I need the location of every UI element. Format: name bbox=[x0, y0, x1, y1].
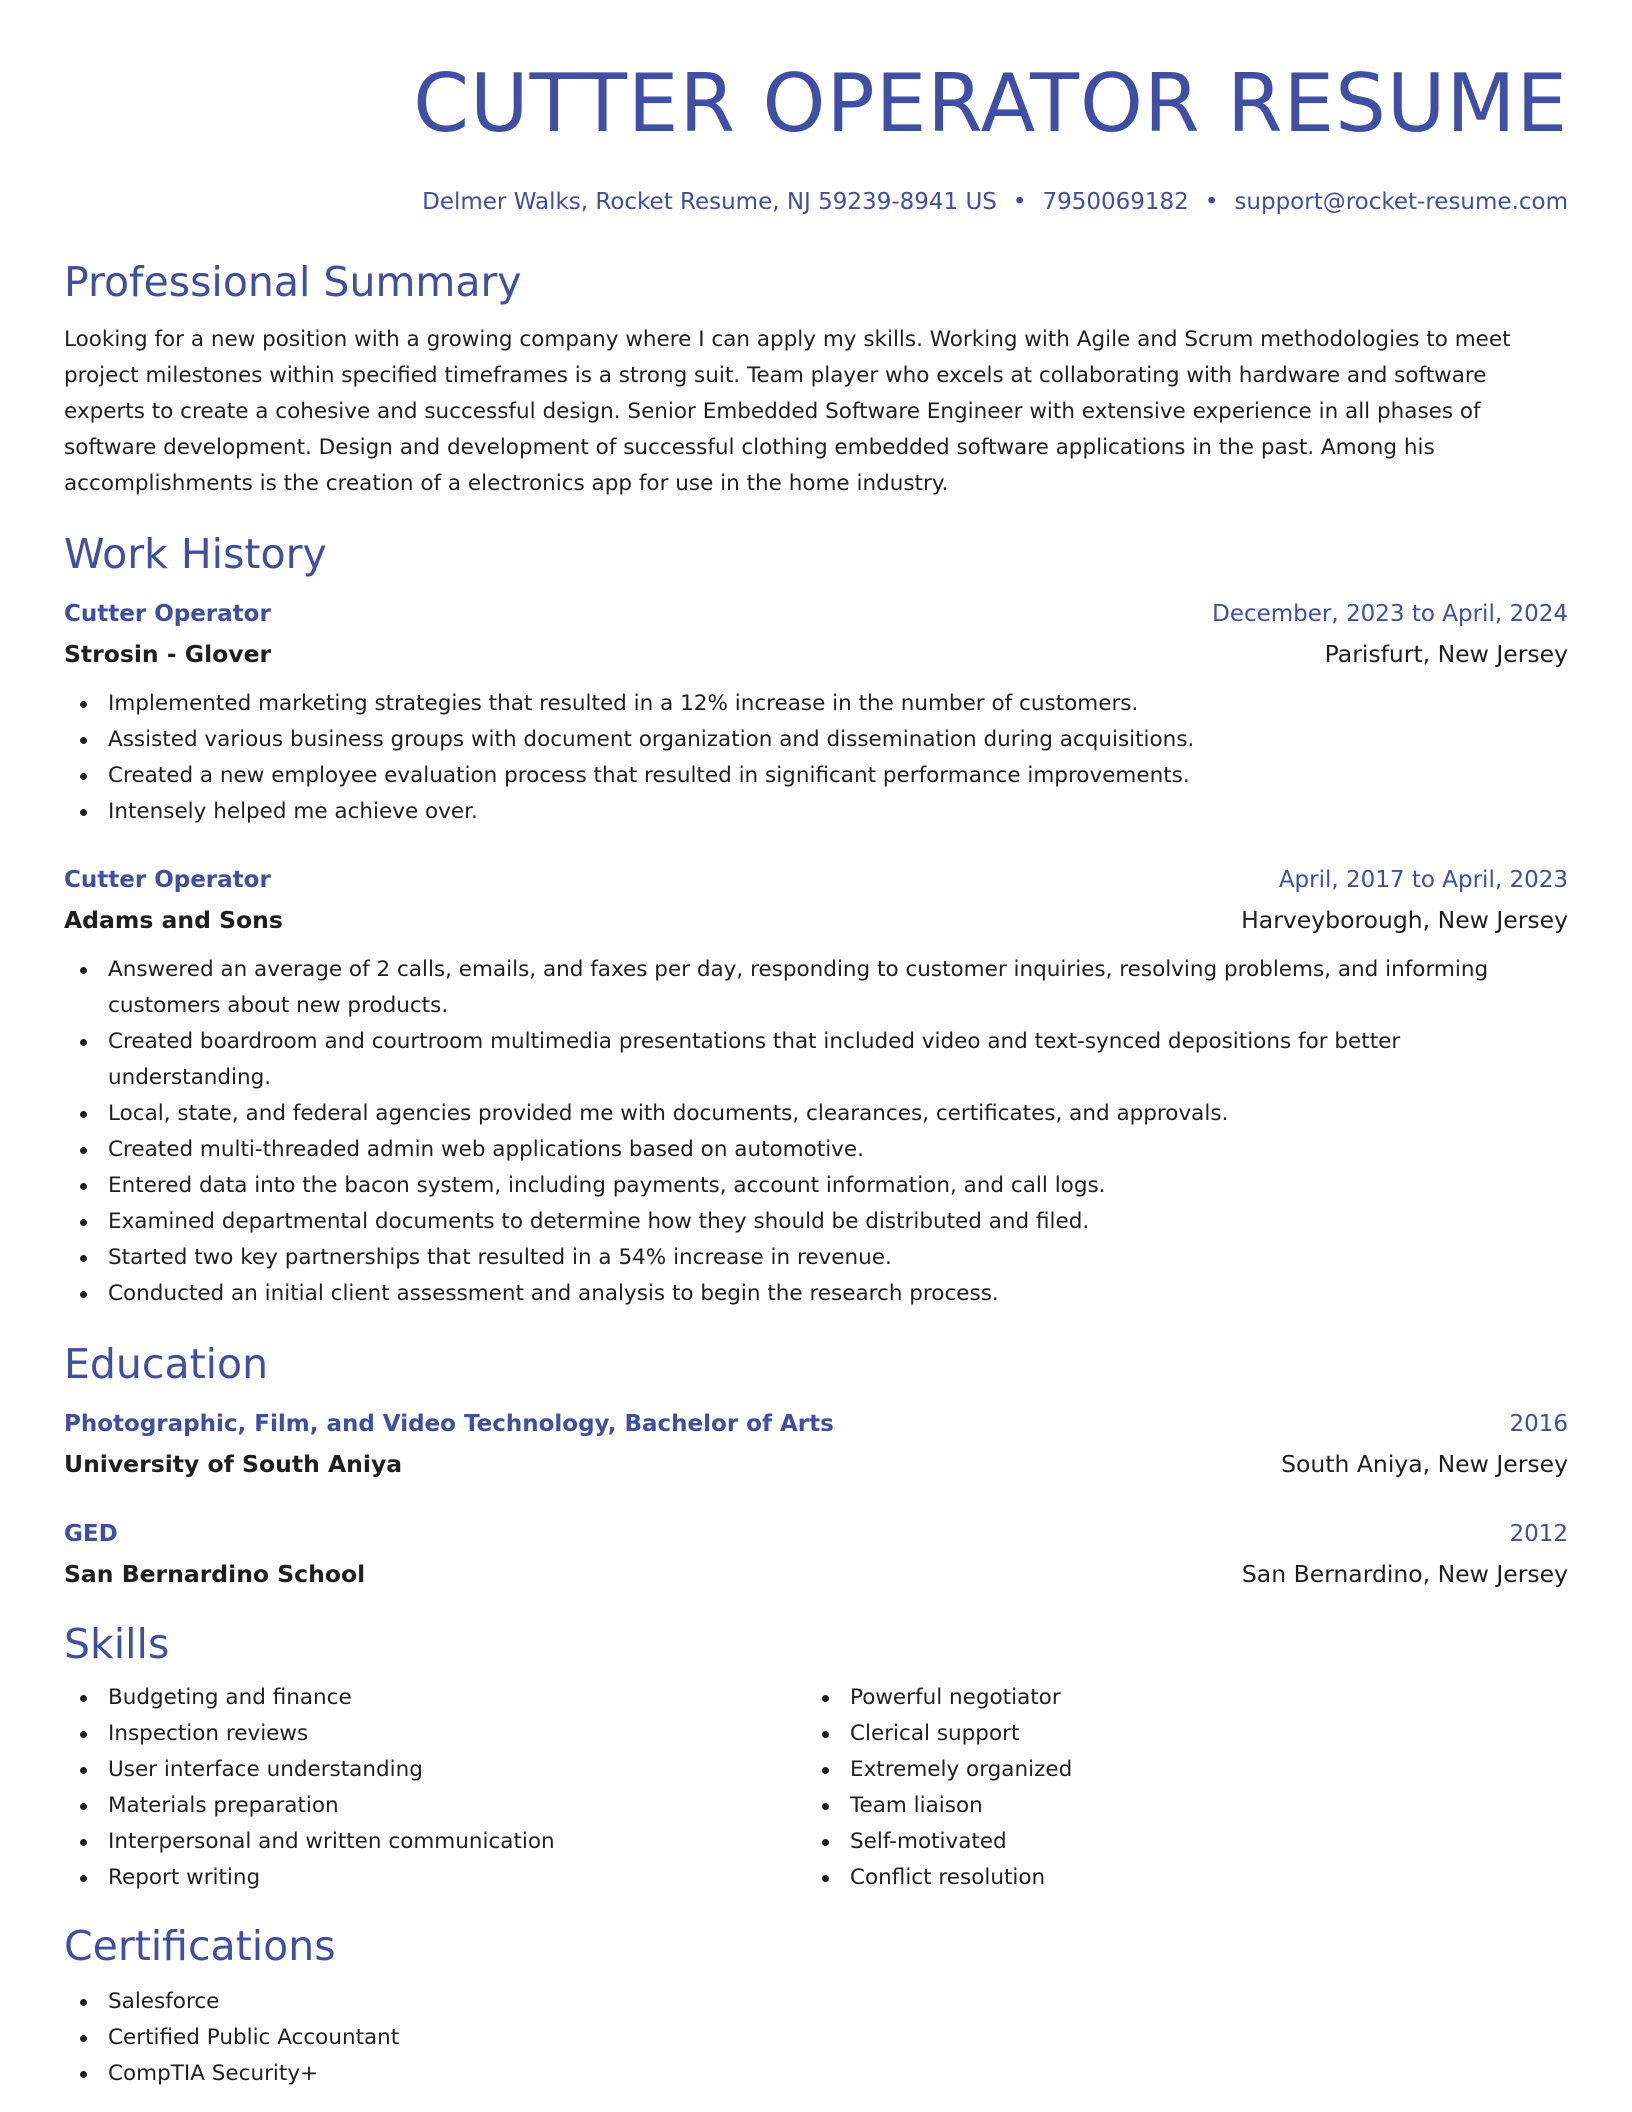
job-location: Harveyborough, New Jersey bbox=[1241, 906, 1568, 934]
job-dates: April, 2017 to April, 2023 bbox=[1278, 867, 1568, 893]
job-header-row bbox=[64, 594, 1568, 634]
list-item: Certified Public Accountant bbox=[64, 2020, 1568, 2056]
list-item: CompTIA Security+ bbox=[64, 2056, 1568, 2092]
list-item: Clerical support bbox=[806, 1716, 1548, 1752]
list-item: Self-motivated bbox=[806, 1824, 1548, 1860]
job-header-row bbox=[64, 860, 1568, 900]
certifications-list bbox=[64, 1984, 1568, 2092]
job-company-row bbox=[64, 900, 1568, 940]
contact-address: Delmer Walks, Rocket Resume, NJ 59239-8941 US bbox=[422, 189, 997, 215]
education-year: 2016 bbox=[1509, 1411, 1568, 1437]
education-school-row bbox=[64, 1554, 1568, 1594]
list-item: Conducted an initial client assessment and analysis to begin the research process. bbox=[64, 1276, 1568, 1312]
job-entry bbox=[64, 594, 1568, 830]
job-company: Adams and Sons bbox=[64, 906, 283, 934]
list-item: Implemented marketing strategies that resulted in a 12% increase in the number of customers. bbox=[64, 686, 1568, 722]
skills-heading: Skills bbox=[64, 1620, 170, 1668]
education-location: South Aniya, New Jersey bbox=[1281, 1450, 1568, 1478]
summary-text: Looking for a new position with a growing company where I can apply my skills. Working with Agile and Scrum methodologies to meet project milestones within specified timeframes is a strong suit. Team player who excels at collaborating with hardware and software experts to create a cohesive and successful design. Senior Embedded Software Engineer with extensive experience in all phases of software development. Design and development of successful clothing embedded software applications in the past. Among his accomplishments is the creation of a electronics app for use in the home industry. bbox=[64, 327, 1511, 496]
list-item: Assisted various business groups with document organization and dissemination during acquisitions. bbox=[64, 722, 1568, 758]
list-item: Created boardroom and courtroom multimedia presentations that included video and text-synced depositions for better understanding. bbox=[64, 1024, 1568, 1096]
list-item: Examined departmental documents to determine how they should be distributed and filed. bbox=[64, 1204, 1568, 1240]
list-item: Entered data into the bacon system, including payments, account information, and call logs. bbox=[64, 1168, 1568, 1204]
skills-list-left bbox=[64, 1680, 806, 1896]
job-dates: December, 2023 to April, 2024 bbox=[1212, 601, 1568, 627]
resume-title: CUTTER OPERATOR RESUME bbox=[413, 57, 1568, 150]
job-role: Cutter Operator bbox=[64, 867, 271, 893]
summary-heading: Professional Summary bbox=[64, 258, 522, 306]
contact-line bbox=[64, 188, 1568, 216]
list-item: Interpersonal and written communication bbox=[64, 1824, 806, 1860]
list-item: Local, state, and federal agencies provided me with documents, clearances, certificates, and approvals. bbox=[64, 1096, 1568, 1132]
education-school: San Bernardino School bbox=[64, 1560, 366, 1588]
list-item: Report writing bbox=[64, 1860, 806, 1896]
skills-list-right bbox=[806, 1680, 1548, 1896]
list-item: Answered an average of 2 calls, emails, and faxes per day, responding to customer inquiries, resolving problems, and informing customers about new products. bbox=[64, 952, 1568, 1024]
work-history-heading: Work History bbox=[64, 530, 327, 578]
contact-email[interactable]: support@rocket-resume.com bbox=[1234, 189, 1568, 215]
list-item: Materials preparation bbox=[64, 1788, 806, 1824]
contact-separator: • bbox=[1204, 189, 1219, 215]
education-header-row bbox=[64, 1514, 1568, 1554]
education-degree: GED bbox=[64, 1521, 118, 1547]
education-heading: Education bbox=[64, 1340, 269, 1388]
list-item: Budgeting and finance bbox=[64, 1680, 806, 1716]
list-item: Extremely organized bbox=[806, 1752, 1548, 1788]
certifications-heading: Certifications bbox=[64, 1922, 336, 1970]
education-location: San Bernardino, New Jersey bbox=[1241, 1560, 1568, 1588]
list-item: Powerful negotiator bbox=[806, 1680, 1548, 1716]
education-entry bbox=[64, 1514, 1568, 1594]
education-degree: Photographic, Film, and Video Technology, Bachelor of Arts bbox=[64, 1411, 834, 1437]
job-entry bbox=[64, 860, 1568, 1312]
list-item: Team liaison bbox=[806, 1788, 1548, 1824]
list-item: Started two key partnerships that resulted in a 54% increase in revenue. bbox=[64, 1240, 1568, 1276]
education-school-row bbox=[64, 1444, 1568, 1484]
list-item: Intensely helped me achieve over. bbox=[64, 794, 1568, 830]
list-item: Conflict resolution bbox=[806, 1860, 1548, 1896]
job-company-row bbox=[64, 634, 1568, 674]
job-bullets bbox=[64, 952, 1568, 1312]
list-item: Created multi-threaded admin web applications based on automotive. bbox=[64, 1132, 1568, 1168]
education-header-row bbox=[64, 1404, 1568, 1444]
education-school: University of South Aniya bbox=[64, 1450, 403, 1478]
contact-separator: • bbox=[1012, 189, 1027, 215]
list-item: Salesforce bbox=[64, 1984, 1568, 2020]
job-bullets bbox=[64, 686, 1568, 830]
list-item: Inspection reviews bbox=[64, 1716, 806, 1752]
job-company: Strosin - Glover bbox=[64, 640, 272, 668]
education-entry bbox=[64, 1404, 1568, 1484]
list-item: User interface understanding bbox=[64, 1752, 806, 1788]
education-year: 2012 bbox=[1509, 1521, 1568, 1547]
skills-columns bbox=[64, 1680, 1568, 1896]
contact-phone: 7950069182 bbox=[1042, 189, 1189, 215]
job-role: Cutter Operator bbox=[64, 601, 271, 627]
list-item: Created a new employee evaluation process that resulted in significant performance improvements. bbox=[64, 758, 1568, 794]
job-location: Parisfurt, New Jersey bbox=[1324, 640, 1568, 668]
